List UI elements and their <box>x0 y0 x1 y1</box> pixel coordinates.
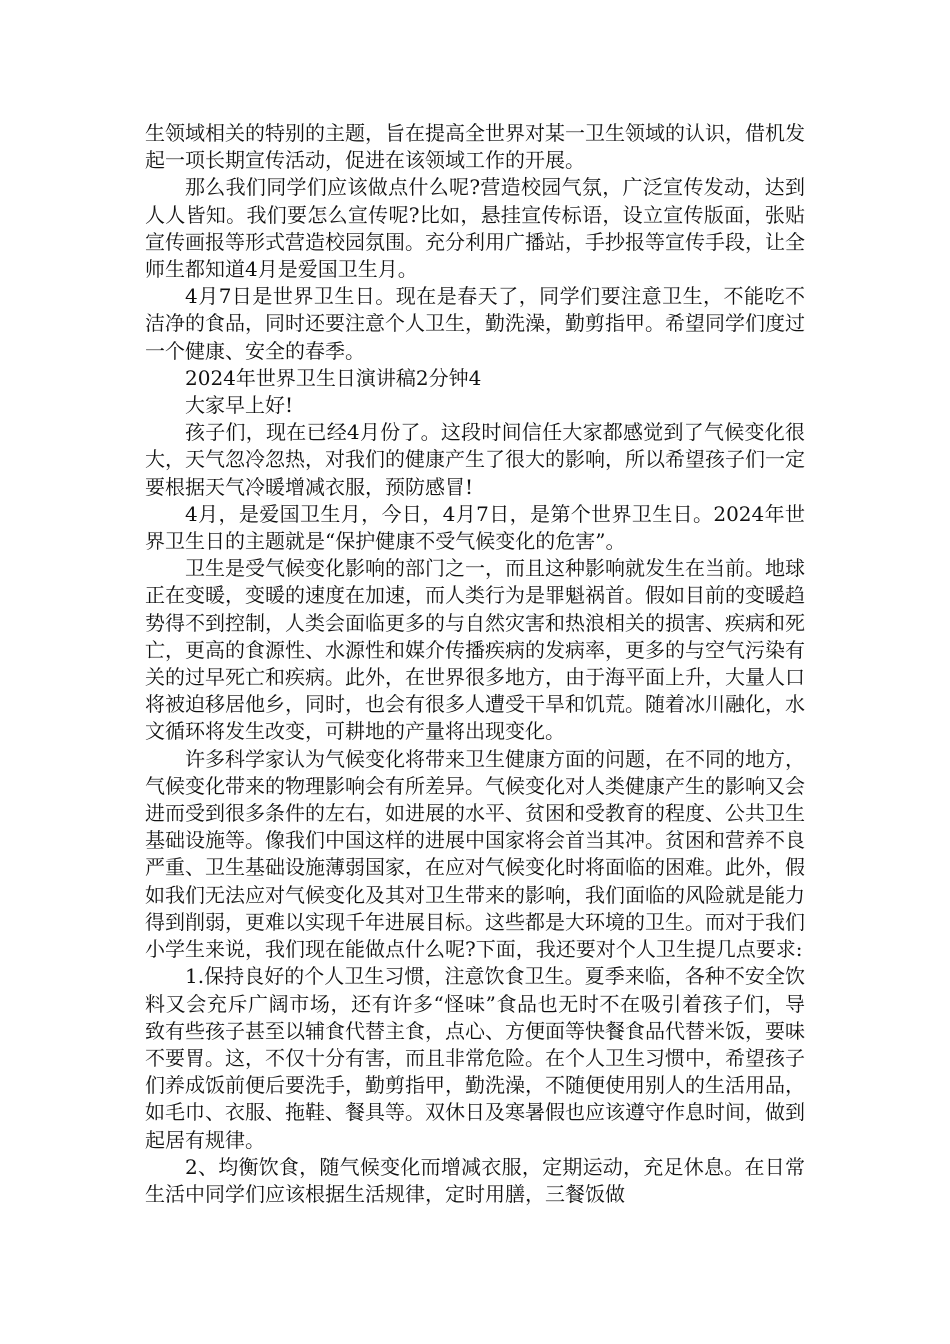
paragraph-weather: 孩子们，现在已经4月份了。这段时间信任大家都感觉到了气候变化很大，天气忽冷忽热，对我们的健康产生了很大的影响，所以希望孩子们一定要根据天气冷暖增减衣服，预防感冒! <box>145 420 805 499</box>
paragraph-publicity: 那么我们同学们应该做点什么呢?营造校园气氛，广泛宣传发动，达到人人皆知。我们要怎么宣传呢?比如，悬挂宣传标语，设立宣传版面，张贴宣传画报等形式营造校园氛围。充分利用广播站，手抄报等宣传手段，让全师生都知道4月是爱国卫生月。 <box>145 175 805 282</box>
paragraph-world-health-day: 4月7日是世界卫生日。现在是春天了，同学们要注意卫生，不能吃不洁净的食品，同时还要注意个人卫生，勤洗澡，勤剪指甲。希望同学们度过一个健康、安全的春季。 <box>145 284 805 363</box>
paragraph-climate-impact: 卫生是受气候变化影响的部门之一，而且这种影响就发生在当前。地球正在变暖，变暖的速度在加速，而人类行为是罪魁祸首。假如目前的变暖趋势得不到控制，人类会面临更多的与自然灾害和热浪相关的损害、疾病和死亡，更高的食源性、水源性和媒介传播疾病的发病率，更多的与空气污染有关的过早死亡和疾病。此外，在世界很多地方，由于海平面上升，大量人口将被迫移居他乡，同时，也会有很多人遭受干旱和饥荒。随着冰川融化，水文循环将发生改变，可耕地的产量将出现变化。 <box>145 556 805 744</box>
paragraph-continuation: 生领域相关的特别的主题，旨在提高全世界对某一卫生领域的认识，借机发起一项长期宣传活动，促进在该领域工作的开展。 <box>145 121 805 173</box>
paragraph-point-1: 1.保持良好的个人卫生习惯，注意饮食卫生。夏季来临，各种不安全饮料又会充斥广阔市场，还有许多“怪味”食品也无时不在吸引着孩子们，导致有些孩子甚至以辅食代替主食，点心、方便面等快餐食品代替米饭，要味不要胃。这，不仅十分有害，而且非常危险。在个人卫生习惯中，希望孩子们养成饭前便后要洗手，勤剪指甲，勤洗澡，不随便使用别人的生活用品，如毛巾、衣服、拖鞋、餐具等。双休日及寒暑假也应该遵守作息时间，做到起居有规律。 <box>145 964 805 1152</box>
greeting: 大家早上好! <box>185 393 294 418</box>
speech-heading: 2024年世界卫生日演讲稿2分钟4 <box>185 365 482 390</box>
paragraph-point-2: 2、均衡饮食，随气候变化而增减衣服，定期运动，充足休息。在日常生活中同学们应该根据生活规律，定时用膳，三餐饭做 <box>145 1154 805 1206</box>
paragraph-scientists: 许多科学家认为气候变化将带来卫生健康方面的问题，在不同的地方，气候变化带来的物理影响会有所差异。气候变化对人类健康产生的影响又会进而受到很多条件的左右，如进展的水平、贫困和受教育的程度、公共卫生基础设施等。像我们中国这样的进展中国家将会首当其冲。贫困和营养不良严重、卫生基础设施薄弱国家，在应对气候变化时将面临的困难。此外，假如我们无法应对气候变化及其对卫生带来的影响，我们面临的风险就是能力得到削弱，更难以实现千年进展目标。这些都是大环境的卫生。而对于我们小学生来说，我们现在能做点什么呢?下面，我还要对个人卫生提几点要求: <box>145 746 805 962</box>
paragraph-theme: 4月，是爱国卫生月，今日，4月7日，是第个世界卫生日。2024年世界卫生日的主题就是“保护健康不受气候变化的危害”。 <box>145 501 805 554</box>
document-page <box>145 120 805 1208</box>
